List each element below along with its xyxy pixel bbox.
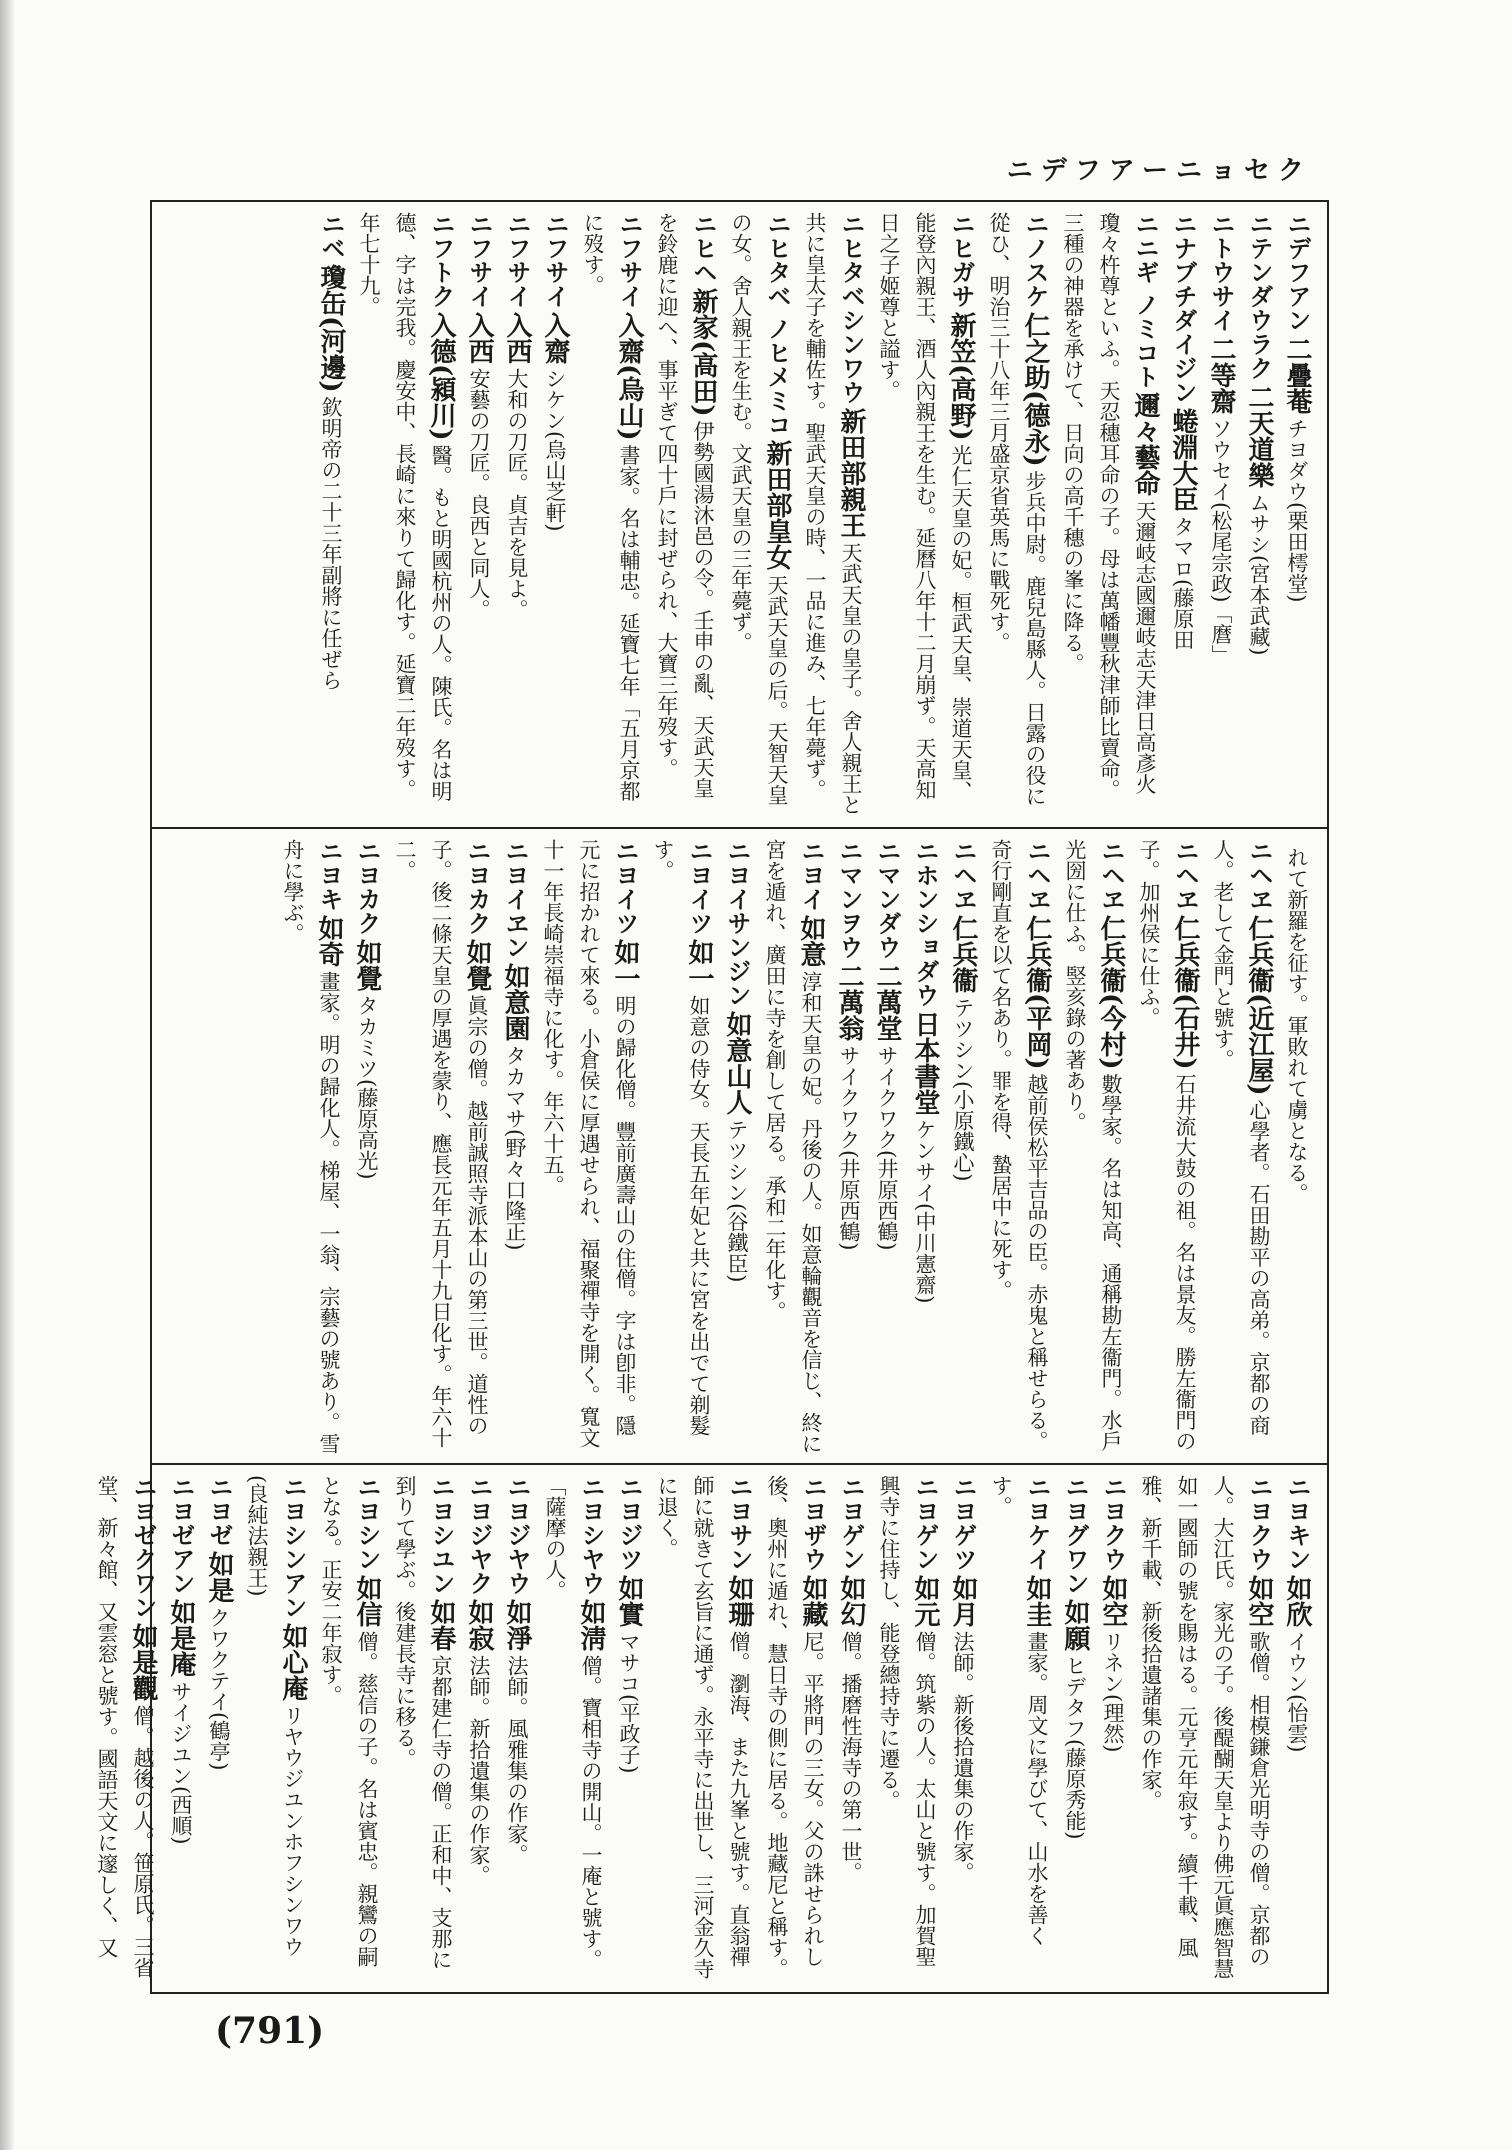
entry-description: 法師。新後拾遺集の作家。 [951,1631,975,1883]
entry-reading: ニヨキン [1283,1475,1311,1571]
entry-description: 天邇岐志國邇岐志天津日高彥火瓊々杵尊といふ。天忍穗耳命の子。母は萬幡豐秋津師比賣命。三種の神器を承けて、日向の高千穗の峯に降る。 [1061,212,1157,800]
dictionary-entry [351,212,459,817]
entry-headword: 邇々藝命 [1130,392,1160,497]
band-upper-columns [164,212,1315,817]
entry-description: テツシン(小原鐵心) [951,997,975,1182]
entry-reading: ニヨグワン [1061,1475,1089,1595]
entry-description: 步兵中尉。鹿兒島縣人。日露の役に從ひ、明治三十八年三月盛京省英馬に戰死す。 [987,212,1047,807]
entry-description: 歌僧。相模鎌倉光明寺の僧。京都の人。大江氏。家光の子。後醍醐天皇より佛元眞應智慧如一國師の號を賜はる。元亨元年寂す。續千載、風雅、新千載、新後拾遺諸集の作家。 [1139,1475,1271,1979]
entry-description: 伊勢國湯沐邑の令。壬申の亂、天武天皇を鈴鹿に迎へ、事平ぎて四十戶に封ぜられ、大寶三年歿す。 [655,212,715,799]
dictionary-entry [869,839,905,1455]
entry-reading: ニヨゼアン [167,1475,195,1595]
entry-description: 石井流大鼓の祖。名は景友。勝左衞門の子。加州侯に仕ふ。 [1137,839,1197,1452]
entry-headword: 二天道樂 [1244,384,1274,488]
entry-reading: ニヨジヤク [465,1475,493,1595]
entry-reading: ニフサイ [541,212,569,308]
dictionary-entry [907,839,943,1455]
entry-headword: 如信 [352,1575,382,1627]
dictionary-entry [833,1475,869,1984]
entry-description: れて新羅を征す。軍敗れて虜となる。 [1285,847,1309,1204]
dictionary-entry [719,839,755,1455]
entry-headword: 如一 [684,939,714,991]
entry-headword: 如心庵 [278,1623,308,1701]
entry-reading: ニヨカク [463,839,491,935]
dictionary-entry [611,1475,647,1984]
dictionary-entry [759,1475,831,1984]
entry-description: 天武天皇の后。天智天皇の女。舍人親王を生む。文武天皇の三年薨ず。 [729,212,789,806]
entry-reading: ニヘヱ [1023,839,1051,911]
entry-reading: ニヘヱ [949,839,977,911]
entry-headword: 瓊缶(河邊) [316,264,346,393]
entry-headword: 二等齋 [1206,336,1236,414]
entry-reading: ニヒヘ [689,212,717,284]
entry-reading: ニホンショダウ [911,839,939,1007]
dictionary-entry [1241,212,1277,817]
dictionary-entry [649,1475,757,1984]
entry-reading: ニマンヲウ [835,839,863,959]
entry-reading: ニヨシユン [427,1475,455,1595]
entry-headword: 新田部皇女 [762,440,792,571]
entry-reading: ニデフアン [1283,212,1311,332]
entry-reading: ニフサイ [465,212,493,308]
dictionary-entry [1131,839,1203,1455]
dictionary-entry [537,212,573,817]
band-middle-columns [164,839,1315,1455]
entry-headword: 二萬翁 [834,963,864,1041]
dictionary-entry [1279,212,1315,817]
dictionary-entry [983,1475,1055,1984]
entry-reading: ニマンダウ [873,839,901,959]
page-number: (791) [215,2010,325,2052]
entry-headword: 如春 [426,1599,456,1651]
entry-headword: 新笠(高野) [946,312,976,441]
entry-description: 醫。もと明國杭州の人。陳氏。名は明德、字は完我。慶安中、長崎に來りて歸化す。延寶二年歿す。年七十九。 [357,212,453,802]
entry-description: 尼。平將門の三女。父の誅せられし後、奧州に遁れ、慧日寺の側に居る。地藏尼と稱す。 [765,1475,825,1979]
entry-reading: ニヨキ [315,839,343,911]
entry-reading: ニヨジヤウ [503,1475,531,1595]
dictionary-entry [983,839,1055,1455]
entry-headword: 入西 [502,312,532,364]
entry-description: リネン(理然) [1101,1631,1125,1753]
dictionary-entry [535,839,643,1455]
entry-reading: ニヨイツ [611,839,639,935]
entry-headword: 仁兵衞 [948,915,978,993]
entry-headword: 如淨 [502,1599,532,1651]
entry-description: サイジユン(西順) [169,1681,193,1845]
entry-headword: 仁之助(德永) [1020,312,1050,467]
dictionary-entry [1279,1475,1315,1984]
entry-reading: ニフサイ [503,212,531,308]
dictionary-entry [649,212,721,817]
dictionary-entry [387,1475,459,1984]
entry-description: 法師。風雅集の作家。 [505,1655,529,1865]
entry-reading: ニヘヱ [1245,839,1273,911]
entry-headword: 新田部親王 [836,408,866,538]
dictionary-entry [831,839,867,1455]
entry-description: 僧。寶相寺の開山。一庵と號す。「薩摩の人。 [543,1475,603,1970]
entry-description: 僧。越後の人。笹原氏。三省堂、新々館、又雲窓と號す。國語天文に邃しく、又 [95,1475,155,1978]
dictionary-entry [461,212,497,817]
entry-description: 眞宗の僧。越前誠照寺派本山の第三世。道性の子。後二條天皇の厚遇を蒙り、應長元年五月十九日化す。年六十二。 [393,839,489,1448]
entry-reading: ニテンダウラク [1245,212,1273,380]
entry-description: 僧。筑紫の人。太山と號す。加賀聖興寺に住持し、能登總持寺に遷る。 [877,1475,937,1967]
entry-description: 僧。播磨性海寺の第一世。 [839,1631,863,1883]
entry-headword: 如意山人 [722,1011,752,1115]
dictionary-entry [201,1475,237,1984]
entry-headword: 仁兵衞(平岡) [1022,915,1052,1070]
running-head: ニデフアーニョセク [1006,156,1312,186]
entry-description: ソウセイ(松尾宗政)「麿」 [1209,418,1233,666]
entry-description: 越前侯松平吉品の臣。赤鬼と稱せらる。奇行剛直を以て名あり。罪を得、蟄居中に死す。 [989,839,1049,1452]
entry-description: 欽明帝の二十三年副將に任ぜら [319,396,343,691]
dictionary-entry [945,839,981,1455]
entry-description: 僧。瀏海、また九峯と號す。直翁禪師に就きて玄旨に通ず。永平寺に出世し、三河金久寺に退く。 [655,1475,751,1979]
entry-description: 數學家。名は知高、通稱勘左衞門。水戶光圀に仕ふ。竪亥錄の著あり。 [1063,839,1123,1452]
entry-reading: ニヨゼ [205,1475,233,1547]
entry-reading: ニヨゲツ [949,1475,977,1571]
entry-description: タカミツ(藤原高光) [355,995,379,1180]
entry-reading: ニヒガサ [947,212,975,308]
entry-headword: 入西 [464,312,494,364]
entry-description: 天武天皇の皇子。舍人親王と共に皇太子を輔佐す。聖武天皇の時、一品に進み、七年薨ず。 [803,212,863,815]
entry-description: サイクワク(井原西鶴) [837,1045,861,1251]
entry-description: ケンサイ(中川憲齋) [913,1119,937,1304]
band-lower-columns [95,1475,1315,1984]
entry-reading: ニヨイヱン [501,839,529,959]
entry-description: チヨダウ(栗田樗堂) [1285,418,1309,603]
entry-reading: ニヨイ [797,839,825,911]
dictionary-entry [981,212,1053,817]
entry-description: クワクテイ(鶴亭) [207,1607,231,1771]
entry-reading: ニヨケイ [1023,1475,1051,1571]
entry-headword: 仁兵衞(近江屋) [1244,915,1274,1096]
dictionary-entry [1055,212,1163,817]
dictionary-entry [645,839,717,1455]
entry-headword: 仁兵衞(今村) [1096,915,1126,1070]
entry-headword: 入齋(烏山) [614,312,644,441]
entry-headword: 如是 [204,1551,234,1603]
dictionary-entry [871,212,979,817]
dictionary-entry [537,1475,609,1984]
entry-reading: ニヒタベシンワウ [837,212,865,404]
entry-headword: 二疊菴 [1282,336,1312,414]
entry-description: マサコ(平政子) [617,1631,641,1774]
entry-description: シケン(烏山芝軒) [543,368,567,532]
entry-description: タマロ(藤原田 [1171,516,1195,651]
entry-headword: 如欣 [1282,1575,1312,1627]
entry-headword: 如意園 [500,963,530,1041]
entry-description: 安藝の刀匠。良西と同人。 [467,368,491,620]
entry-reading: ニヨクウ [1099,1475,1127,1571]
entry-reading: ニヨゼクワン [129,1475,157,1619]
entry-headword: 如意 [796,915,826,967]
entry-headword: 如覺 [352,939,382,991]
entry-reading: ニトウサイ [1207,212,1235,332]
entry-reading: ニヨゲン [911,1475,939,1571]
entry-reading: ニヨシン [353,1475,381,1571]
entry-description: リヤウジユンホフシンワウ(良純法親王) [245,1475,305,1957]
dictionary-entry [497,839,533,1455]
dictionary-entry [945,1475,981,1984]
entry-headword: 如奇 [314,915,344,967]
entry-description: テツシン(谷鐵臣) [725,1119,749,1283]
dictionary-entry [1279,839,1315,1455]
entry-headword: 如是庵 [166,1599,196,1677]
entry-headword: 蜷淵大臣 [1168,408,1198,512]
entry-headword: 如圭 [1022,1575,1052,1627]
entry-description: 法師。新拾遺集の作家。 [467,1655,491,1886]
entry-reading: ニヨジツ [615,1475,643,1571]
dictionary-entry [1133,1475,1277,1984]
entry-headword: 如元 [910,1575,940,1627]
entry-description: 如意の侍女。天長五年妃と共に宮を出でて剃髮す。 [651,839,711,1436]
entry-headword: 如覺 [462,939,492,991]
entry-reading: ニヨクウ [1245,1475,1273,1571]
dictionary-entry [313,212,349,817]
entry-reading: ニヒタベ ノヒメミコ [763,212,791,437]
entry-description: 僧。慈信の子。名は賓忠。親鸞の嗣となる。正安二年寂す。 [319,1475,379,1967]
entry-reading: ニニギ ノミコト [1131,212,1159,389]
entry-description: タカマサ(野々口隆正) [503,1045,527,1251]
entry-description: 京都建仁寺の僧。正和中、支那に到りて學ぶ。後建長寺に移る。 [393,1475,453,1970]
scan-edge-shadow [0,0,14,2150]
entry-description: 畫家。周文に學びて、山水を善くす。 [989,1475,1049,1946]
entry-reading: ニナブチダイジン [1169,212,1197,404]
dictionary-entry [275,839,347,1455]
entry-description: 淳和天皇の妃。丹後の人。如意輪觀音を信じ、終に宮を遁れ、廣田に寺を創して居る。承和二年化す。 [763,839,823,1454]
dictionary-entry [1203,212,1239,817]
dictionary-entry [871,1475,943,1984]
dictionary-entry [797,212,869,817]
entry-reading: ニベ [317,212,345,260]
entry-headword: 入德(潁川) [426,312,456,441]
entry-headword: 如淸 [576,1599,606,1651]
dictionary-entry [349,839,385,1455]
entry-description: ヒデタフ(藤原秀能) [1063,1655,1087,1840]
content-frame [95,200,1329,1994]
entry-headword: 如幻 [836,1575,866,1627]
entry-reading: ニヘヱ [1171,839,1199,911]
entry-reading: ニヨシンアン [279,1475,307,1619]
entry-description: 明の歸化僧。豐前廣壽山の住僧。字は卽非。隱元に招かれて來る。小倉侯に厚遇せられ、福聚禪寺を開く。寬文十一年長崎崇福寺に化す。年六十五。 [541,839,637,1448]
dictionary-entry [163,1475,199,1984]
entry-description: ムサシ(宮本武藏) [1247,492,1271,656]
entry-headword: 入齋 [540,312,570,364]
dictionary-entry [313,1475,385,1984]
entry-headword: 如藏 [798,1575,828,1627]
band-middle [152,827,1327,1465]
entry-headword: 日本書堂 [910,1011,940,1115]
dictionary-entry [1205,839,1277,1455]
dictionary-entry [1057,839,1129,1455]
entry-headword: 二萬堂 [872,963,902,1041]
entry-reading: ニヘヱ [1097,839,1125,911]
dictionary-entry [89,1475,161,1984]
band-lower [95,1463,1327,1994]
entry-description: 畫家。明の歸化人。梯屋、一翁、宗藝の號あり。雪舟に學ぶ。 [281,839,341,1454]
entry-reading: ニヨザウ [799,1475,827,1571]
dictionary-entry [575,212,647,817]
dictionary-entry [461,1475,497,1984]
entry-headword: 如月 [948,1575,978,1627]
band-upper [152,202,1327,827]
entry-description: イウン(怡雲) [1285,1631,1309,1753]
entry-description: 大和の刀匠。貞吉を見よ。 [505,368,529,620]
entry-description: 光仁天皇の妃。桓武天皇、崇道天皇、能登內親王、酒人內親王を生む。延曆八年十二月崩ず。天高知日之子姬尊と謚す。 [877,212,973,802]
dictionary-entry [387,839,495,1455]
entry-headword: 如實 [614,1575,644,1627]
dictionary-entry [757,839,829,1455]
entry-description: 書家。名は輔忠。延寶七年「五月京都に歿す。 [581,212,641,802]
entry-reading: ニヨイツ [685,839,713,935]
entry-headword: 如空 [1244,1575,1274,1627]
entry-reading: ニヨサン [725,1475,753,1571]
entry-headword: 如一 [610,939,640,991]
dictionary-entry [499,1475,535,1984]
entry-reading: ニフサイ [615,212,643,308]
entry-reading: ニヨシヤウ [577,1475,605,1595]
entry-headword: 如珊 [724,1575,754,1627]
entry-description: 心學者。石田勘平の高弟。京都の商人。老して金門と號す。 [1211,839,1271,1436]
entry-headword: 新家(高田) [688,288,718,417]
dictionary-entry [499,212,535,817]
entry-reading: ニヨゲン [837,1475,865,1571]
dictionary-entry [1057,1475,1093,1984]
entry-reading: ニヨカク [353,839,381,935]
entry-headword: 仁兵衞(石井) [1170,915,1200,1070]
dictionary-entry [239,1475,311,1984]
entry-reading: ニノスケ [1021,212,1049,308]
entry-headword: 如寂 [464,1599,494,1651]
entry-description: サイクワク(井原西鶴) [875,1045,899,1251]
entry-headword: 如是觀 [128,1623,158,1701]
entry-reading: ニフトク [427,212,455,308]
dictionary-entry [1095,1475,1131,1984]
dictionary-entry [723,212,795,817]
entry-headword: 如願 [1060,1599,1090,1651]
dictionary-entry [1165,212,1201,817]
entry-reading: ニヨイサンジン [723,839,751,1007]
entry-headword: 如空 [1098,1575,1128,1627]
